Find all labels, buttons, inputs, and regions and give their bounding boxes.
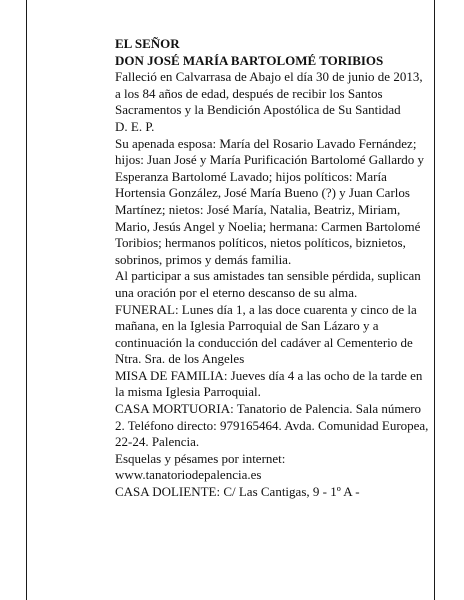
funeral-home-info: CASA MORTUORIA: Tanatorio de Palencia. Sala número 2. Teléfono directo: 979165464. Avda. Comunidad Europea, 22-24. Palencia. — [115, 401, 429, 450]
notice-title-line-1: EL SEÑOR — [115, 36, 180, 51]
family-home-address: CASA DOLIENTE: C/ Las Cantigas, 9 - 1º A - — [115, 484, 360, 500]
rip-line: D. E. P. — [115, 118, 155, 134]
notice-title-line-2: DON JOSÉ MARÍA BARTOLOMÉ TORIBIOS — [115, 52, 384, 68]
prayer-request: Al participar a sus amistades tan sensible pérdida, suplican una oración por el eterno descanso de su alma. — [115, 268, 421, 300]
frame-left-border — [26, 0, 27, 600]
obituary-notice — [115, 36, 431, 501]
online-condolences: Esquelas y pésames por internet: www.tanatoriodepalencia.es — [115, 450, 286, 483]
death-announcement: Falleció en Calvarrasa de Abajo el día 30 de junio de 2013, a los 84 años de edad, después de recibir los Santos Sacramentos y la Bendición Apostólica de Su Santidad — [115, 69, 423, 118]
family-mass-info: MISA DE FAMILIA: Jueves día 4 a las ocho de la tarde en la misma Iglesia Parroquial. — [115, 367, 423, 400]
funeral-info: FUNERAL: Lunes día 1, a las doce cuarenta y cinco de la mañana, en la Iglesia Parroquial de San Lázaro y a continuación la conducción del cadáver al Cementerio de Ntra. Sra. de los Angeles — [115, 301, 417, 367]
frame-right-border — [434, 0, 435, 600]
family-list: Su apenada esposa: María del Rosario Lavado Fernández; hijos: Juan José y María Purificación Bartolomé Gallardo y Esperanza Bartolomé Lavado; hijos políticos: María Hortensia González, José María Bueno (?) y Juan Carlos Martínez; nietos: José María, Natalia, Beatriz, Miriam, Mario, Jesús Angel y Noelia; hermana: Carmen Bartolomé Toribios; hermanos políticos, nietos políticos, biznietos, sobrinos, primos y demás familia. — [115, 135, 425, 267]
